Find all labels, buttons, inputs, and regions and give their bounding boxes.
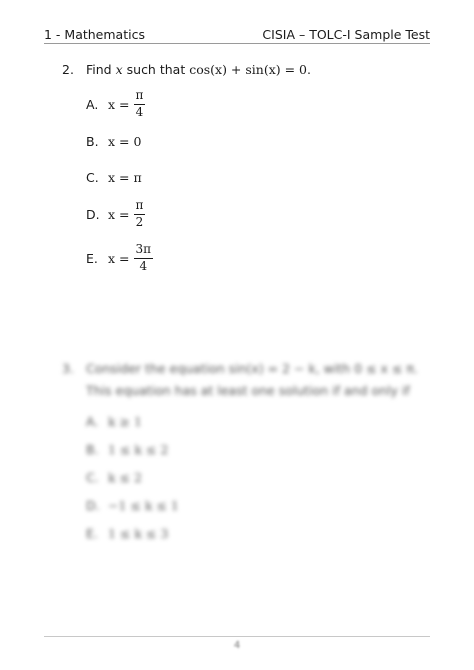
option-lhs: x =	[108, 206, 130, 222]
page-header	[44, 26, 430, 42]
option-expression: x = 0	[108, 133, 142, 149]
option-expression: x = π	[108, 169, 142, 185]
question-2-variable: x	[115, 62, 123, 77]
question-2-equation: cos(x) + sin(x) = 0.	[189, 62, 311, 77]
question-3-option-d	[86, 498, 179, 513]
fraction-numerator: 3π	[135, 242, 152, 257]
question-3-option-b	[86, 442, 168, 457]
question-3-option-a	[86, 414, 142, 429]
option-letter: B.	[86, 442, 99, 457]
option-expression: 1 ≤ k ≤ 3	[108, 526, 169, 541]
question-3-option-c	[86, 470, 142, 485]
question-2-option-e	[86, 238, 153, 278]
fraction-numerator: π	[135, 198, 144, 213]
option-letter: D.	[86, 498, 100, 513]
option-letter: A.	[86, 414, 99, 429]
question-3	[62, 358, 432, 402]
option-expression: k ≥ 1	[108, 414, 142, 429]
question-2-number: 2.	[62, 62, 74, 77]
question-2-option-d	[86, 194, 145, 234]
question-2-option-a	[86, 84, 145, 124]
header-document-title: CISIA – TOLC-I Sample Test	[262, 27, 430, 42]
page-number: 4	[233, 640, 241, 651]
footer-rule	[44, 636, 430, 637]
option-letter: C.	[86, 169, 99, 185]
option-expression: 1 ≤ k ≤ 2	[108, 442, 169, 457]
option-letter: C.	[86, 470, 99, 485]
fraction	[134, 199, 146, 228]
header-rule	[44, 43, 430, 44]
question-3-number: 3.	[62, 361, 74, 376]
option-lhs: x =	[108, 250, 130, 266]
fraction-denominator: 4	[135, 104, 144, 119]
option-letter: B.	[86, 133, 99, 149]
question-3-option-e	[86, 526, 168, 541]
question-3-text: Consider the equation sin(x) = 2 − k, with 0 ≤ x ≤ π. This equation has at least one solution if and only if	[86, 361, 418, 398]
question-2-middle: such that	[122, 62, 190, 77]
fraction-denominator: 4	[139, 258, 148, 273]
fraction	[134, 243, 154, 272]
fraction	[134, 89, 146, 118]
option-lhs: x =	[108, 96, 130, 112]
question-2-option-b	[86, 121, 141, 161]
question-2-option-c	[86, 157, 142, 197]
fraction-numerator: π	[135, 88, 144, 103]
option-expression: k ≤ 2	[108, 470, 142, 485]
option-letter: D.	[86, 206, 100, 222]
option-letter: E.	[86, 526, 98, 541]
option-letter: E.	[86, 250, 98, 266]
question-2-prefix: Find	[86, 62, 116, 77]
header-section-title: 1 - Mathematics	[44, 27, 145, 42]
question-2-text	[86, 62, 311, 77]
option-letter: A.	[86, 96, 99, 112]
option-expression: −1 ≤ k ≤ 1	[108, 498, 179, 513]
fraction-denominator: 2	[135, 214, 144, 229]
